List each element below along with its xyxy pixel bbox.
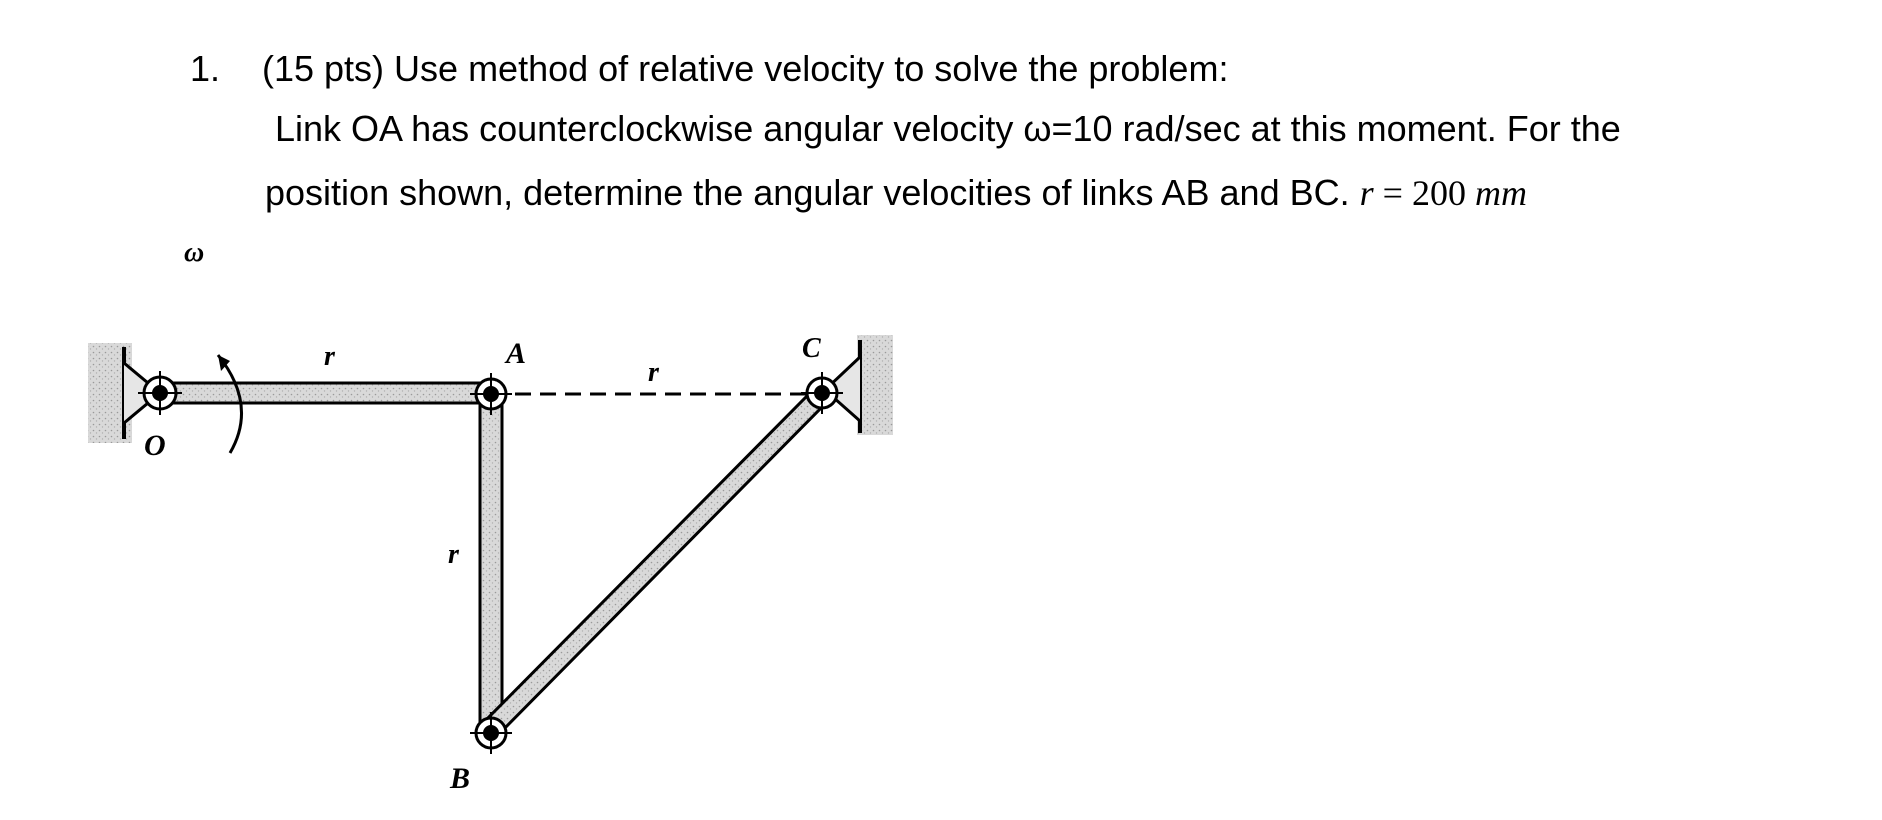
pin-o (138, 371, 182, 415)
link-ab (480, 395, 502, 725)
radius-variable: r (1359, 173, 1374, 213)
problem-line-3-text: position shown, determine the angular velocities of links AB and BC. (265, 172, 1350, 213)
equals-sign: = (1382, 173, 1403, 213)
radius-equation (1360, 173, 1527, 213)
link-oa (158, 383, 496, 403)
radius-unit: mm (1474, 173, 1527, 213)
label-r-oa: r (324, 341, 335, 372)
label-c: C (802, 333, 821, 364)
problem-number: 1. (190, 48, 221, 89)
pin-a (470, 373, 512, 415)
label-r-ab: r (448, 539, 459, 570)
radius-value: 200 (1411, 173, 1466, 213)
label-a: A (506, 337, 527, 370)
label-b: B (450, 762, 471, 795)
problem-line-3 (265, 172, 1527, 214)
label-o: O (144, 429, 166, 462)
problem-line-2: Link OA has counterclockwise angular velocity ω=10 rad/sec at this moment. For the (275, 108, 1621, 149)
label-omega: ω (184, 237, 205, 268)
problem-line-1: (15 pts) Use method of relative velocity to solve the problem: (262, 48, 1229, 89)
linkage-figure (80, 237, 900, 795)
link-bc (484, 393, 822, 737)
label-r-ac: r (648, 357, 659, 388)
